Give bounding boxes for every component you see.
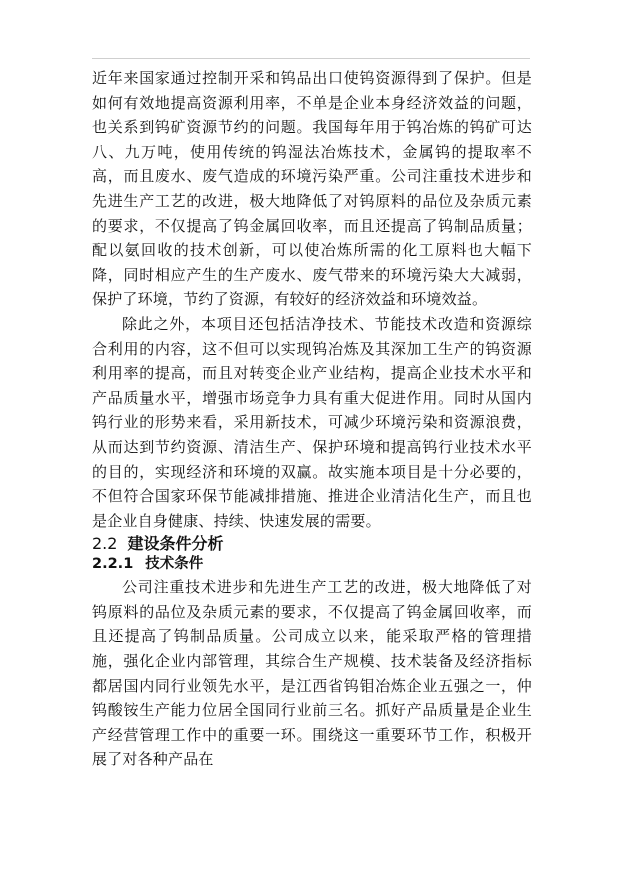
section-number: 2.2 [92, 534, 118, 554]
paragraph-technical-conditions: 公司注重技术进步和先进生产工艺的改进，极大地降低了对钨原料的品位及杂质元素的要求，不仅提高了钨金属回收率，而且还提高了钨制品质量。公司成立以来，能采取严格的管理措施，强化企业内部管理，其综合生产规模、技术装备及经济指标都居国内同行业领先水平，是江西省钨钼冶炼企业五强之一，仲钨酸铵生产能力位居全国同行业前三名。抓好产品质量是企业生产经营管理工作中的重要一环。围绕这一重要环节工作，积极开展了对各种产品在 [92, 578, 532, 769]
paragraph-project-scope: 除此之外，本项目还包括洁净技术、节能技术改造和资源综合利用的内容，这不但可以实现钨冶炼及其深加工生产的钨资源利用率的提高，而且对转变企业产业结构，提高企业技术水平和产品质量水平，增强市场竞争力具有重大促进作用。同时从国内钨行业的形势来看，采用新技术，可减少环境污染和资源浪费，从而达到节约资源、清洁生产、保护环境和提高钨行业技术水平的目的，实现经济和环境的双赢。故实施本项目是十分必要的，不但符合国家环保节能减排措施、推进企业清洁化生产，而且也是企业自身健康、持续、快速发展的需要。 [92, 314, 532, 530]
page-content [92, 66, 532, 772]
subsection-heading [92, 555, 532, 575]
subsection-title: 技术条件 [145, 556, 204, 573]
section-title: 建设条件分析 [127, 534, 224, 554]
header-rule [92, 58, 530, 59]
section-heading [92, 533, 532, 555]
subsection-number: 2.2.1 [92, 556, 134, 573]
paragraph-resource-protection: 近年来国家通过控制开采和钨品出口使钨资源得到了保护。但是如何有效地提高资源利用率，不单是企业本身经济效益的问题，也关系到钨矿资源节约的问题。我国每年用于钨冶炼的钨矿可达八、九万吨，使用传统的钨湿法冶炼技术，金属钨的提取率不高，而且废水、废气造成的环境污染严重。公司注重技术进步和先进生产工艺的改进，极大地降低了对钨原料的品位及杂质元素的要求，不仅提高了钨金属回收率，而且还提高了钨制品质量；配以氨回收的技术创新，可以使冶炼所需的化工原料也大幅下降，同时相应产生的生产废水、废气带来的环境污染大大减弱，保护了环境，节约了资源，有较好的经济效益和环境效益。 [92, 69, 532, 309]
